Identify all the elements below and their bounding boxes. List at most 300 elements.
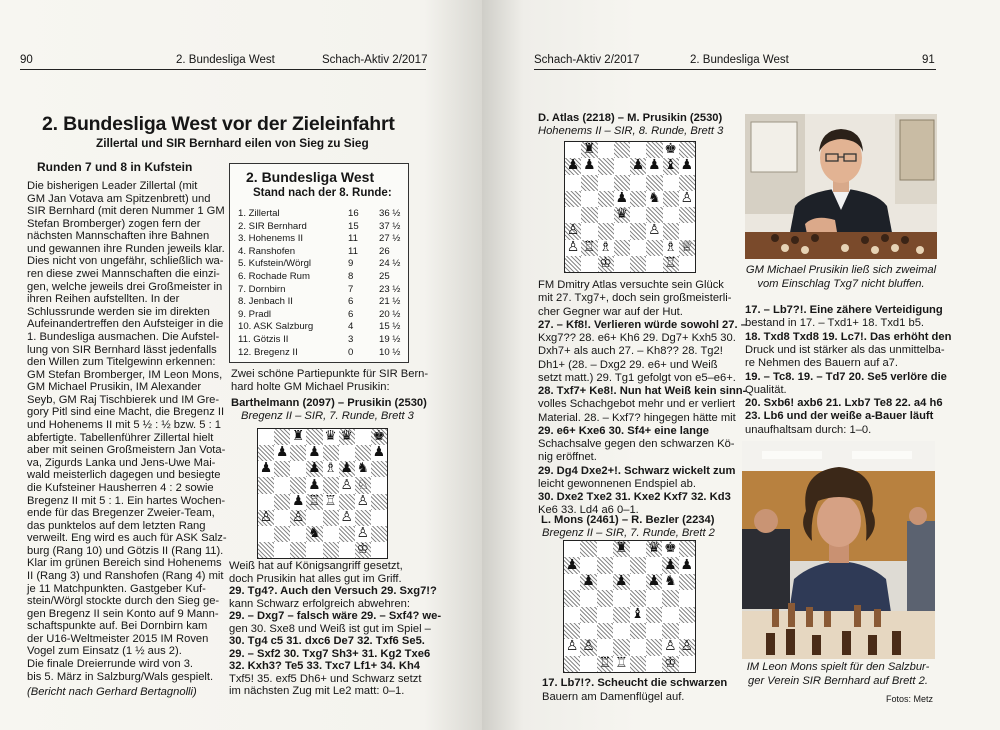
board-square bbox=[613, 639, 629, 655]
chess-piece: ♙ bbox=[292, 509, 305, 525]
col3-line: 20. Sxb6! axb6 21. Lxb7 Te8 22. a4 h6 bbox=[745, 397, 943, 410]
col3-line: Druck und ist stärker als das unmittelba- bbox=[745, 343, 945, 356]
body-line: va, Zigurds Lanka und Jens-Uwe Mai- bbox=[27, 456, 216, 469]
body-line: gory Pitl sind eine Macht, die Bregenz II bbox=[27, 406, 225, 419]
standings-team: 5. Kufstein/Wörgl bbox=[238, 258, 312, 270]
body-line: nächsten Mannschaften ihre Bahnen bbox=[27, 230, 210, 243]
board-square bbox=[614, 240, 630, 256]
board-square bbox=[597, 656, 613, 672]
body-line: SIR Bernhard (mit deren Nummer 1 GM bbox=[27, 205, 225, 218]
board-square bbox=[646, 207, 662, 223]
board-square bbox=[339, 461, 355, 477]
page-number-left: 90 bbox=[20, 54, 33, 66]
body-line: gen, welche jeweils drei Großmeister in bbox=[27, 280, 223, 293]
board-square bbox=[564, 607, 580, 623]
chess-piece: ♖ bbox=[583, 239, 596, 255]
board-square bbox=[323, 494, 339, 510]
body-line: Schlussrunde werden sie im direkten bbox=[27, 305, 210, 318]
board-square bbox=[646, 158, 662, 174]
chess-piece: ♙ bbox=[356, 493, 369, 509]
board-square bbox=[355, 542, 371, 558]
board-square bbox=[630, 175, 646, 191]
standings-bp: 23 ½ bbox=[379, 283, 401, 295]
standings-row bbox=[238, 334, 402, 347]
standings-bp: 19 ½ bbox=[379, 334, 401, 345]
board-square bbox=[630, 142, 646, 158]
chess-piece: ♟ bbox=[565, 557, 579, 573]
body-line: II (Rang 3) und Ranshofen (Rang 4) mit bbox=[27, 569, 224, 582]
body-line: und Hohenems II mit 5 ½ : ½ bzw. 5 : 1 bbox=[27, 419, 222, 432]
board-square bbox=[258, 510, 274, 526]
board-square bbox=[663, 207, 679, 223]
board-square bbox=[274, 445, 290, 461]
running-head-magazine-right: Schach-Aktiv 2/2017 bbox=[534, 54, 640, 66]
board-square bbox=[663, 256, 679, 272]
standings-box bbox=[229, 163, 409, 363]
board-square bbox=[630, 223, 646, 239]
chess-piece: ♟ bbox=[566, 158, 580, 174]
board-square bbox=[564, 623, 580, 639]
running-head-section-right: 2. Bundesliga West bbox=[690, 54, 789, 66]
chess-piece: ♞ bbox=[648, 190, 661, 206]
standings-team: 10. ASK Salzburg bbox=[238, 321, 314, 333]
game1-line: kann Schwarz erfolgreich abwehren: bbox=[229, 597, 410, 610]
board-square bbox=[646, 175, 662, 191]
board-square bbox=[339, 526, 355, 542]
chess-piece: ♟ bbox=[340, 461, 353, 477]
board-square bbox=[290, 542, 306, 558]
body-line: Bregenz II mit 5 : 1. Ein hartes Wochen- bbox=[27, 494, 226, 507]
board-square bbox=[630, 623, 646, 639]
board-square bbox=[290, 494, 306, 510]
standings-mp: 16 bbox=[348, 208, 359, 219]
standings-row bbox=[238, 233, 402, 246]
chess-piece: ♛ bbox=[615, 207, 629, 223]
game2-line: 29. Dg4 Dxe2+!. Schwarz wickelt zum bbox=[538, 464, 736, 477]
game1-line: 32. Kxh3? Te5 33. Txc7 Lf1+ 34. Kh4 bbox=[229, 660, 421, 672]
chess-piece: ♖ bbox=[598, 655, 612, 671]
board-square bbox=[646, 590, 662, 606]
game1-line: im nächsten Zug mit Le2 matt: 0–1. bbox=[229, 685, 405, 697]
standings-mp: 4 bbox=[348, 321, 354, 333]
body-line: Vogel zum Einsatz (1 ½ aus 2). bbox=[27, 645, 182, 658]
board-square bbox=[565, 256, 581, 272]
chess-piece: ♙ bbox=[340, 477, 353, 493]
body-line: abfertigte. Tabellenführer Zillertal hielt bbox=[27, 431, 214, 444]
board-square bbox=[564, 557, 580, 573]
board-square bbox=[581, 256, 597, 272]
standings-row bbox=[238, 258, 402, 271]
game2-line: Kxg7?? 28. e6+ Kh6 29. Dg7+ Kxh5 30. bbox=[538, 332, 736, 344]
game2-line: Schachsalve gegen den schwarzen Kö- bbox=[538, 438, 735, 450]
board-square bbox=[339, 510, 355, 526]
board-square bbox=[662, 590, 678, 606]
chess-piece: ♟ bbox=[648, 158, 661, 174]
board-square bbox=[597, 639, 613, 655]
body-line: verweilt. Eng wird es auch für ASK Salz- bbox=[27, 532, 227, 545]
board-square bbox=[646, 574, 662, 590]
board-square bbox=[355, 494, 371, 510]
board-square bbox=[581, 175, 597, 191]
standings-team: 2. SIR Bernhard bbox=[238, 220, 307, 232]
body-line: gen Bregenz II sein Konto auf 9 Mann- bbox=[27, 607, 219, 620]
board-square bbox=[646, 623, 662, 639]
body-line: 1. Bundesliga ausmachen. Die Aufstel- bbox=[27, 330, 220, 343]
board-square bbox=[613, 574, 629, 590]
chess-piece: ♝ bbox=[664, 158, 677, 174]
chess-piece: ♖ bbox=[324, 493, 337, 509]
board-square bbox=[565, 158, 581, 174]
photo-prusikin bbox=[745, 114, 937, 259]
board-square bbox=[598, 240, 614, 256]
col3-line: 23. Lb6 und der weiße a-Bauer läuft bbox=[745, 410, 934, 423]
board-square bbox=[679, 541, 695, 557]
board-square bbox=[258, 542, 274, 558]
chess-piece: ♗ bbox=[324, 461, 337, 477]
board-square bbox=[371, 526, 387, 542]
board-square bbox=[371, 445, 387, 461]
col3-line: bestand in 17. – Txd1+ 18. Txd1 b5. bbox=[745, 317, 925, 330]
body-line: und gewannen ihre Runden jeweils klar. bbox=[27, 242, 225, 255]
board-square bbox=[613, 590, 629, 606]
board-square bbox=[630, 590, 646, 606]
board-square bbox=[323, 526, 339, 542]
caption1-line: vom Einschlag Txg7 nicht bluffen. bbox=[757, 277, 925, 290]
board-square bbox=[290, 477, 306, 493]
body-line: bis 5. März in Salzburg/Wals gespielt. bbox=[27, 670, 214, 683]
standings-team: 7. Dornbirn bbox=[238, 283, 286, 295]
board-square bbox=[662, 557, 678, 573]
chess-piece: ♞ bbox=[664, 573, 677, 589]
chess-piece: ♙ bbox=[582, 639, 595, 655]
photo-mons bbox=[742, 441, 935, 659]
board-square bbox=[258, 461, 274, 477]
col3-line: re Nehmen des Bauern auf a7. bbox=[745, 357, 898, 370]
board-square bbox=[565, 240, 581, 256]
standings-row bbox=[238, 246, 402, 259]
board-square bbox=[597, 541, 613, 557]
game2-line: Ke6 33. Ld4 a6 0–1. bbox=[538, 504, 639, 517]
board-square bbox=[598, 175, 614, 191]
board-square bbox=[580, 590, 596, 606]
standings-row bbox=[238, 271, 402, 284]
board-square bbox=[306, 494, 322, 510]
game2-line: 30. Dxe2 Txe2 31. Kxe2 Kxf7 32. Kd3 bbox=[538, 491, 731, 503]
board-square bbox=[290, 526, 306, 542]
standings-mp: 8 bbox=[348, 271, 354, 282]
board-square bbox=[679, 639, 695, 655]
chess-piece: ♟ bbox=[631, 158, 645, 174]
body-line: schaftspunkte auf. Bei Dornbirn kam bbox=[27, 620, 208, 633]
board-square bbox=[662, 574, 678, 590]
board-square bbox=[646, 191, 662, 207]
chess-piece: ♟ bbox=[583, 158, 596, 174]
chess-piece: ♟ bbox=[664, 557, 677, 573]
standings-team: 3. Hohenems II bbox=[238, 233, 304, 245]
game1-line: Txf5! 35. exf5 Dh6+ und Schwarz setzt bbox=[229, 672, 422, 685]
col3-line: 19. – Tc8. 19. – Td7 20. Se5 verlöre die bbox=[745, 370, 947, 383]
board-square bbox=[306, 542, 322, 558]
running-head-section: 2. Bundesliga West bbox=[176, 54, 275, 66]
board-square bbox=[258, 445, 274, 461]
standings-title: 2. Bundesliga West bbox=[246, 169, 375, 185]
board-square bbox=[630, 639, 646, 655]
chess-piece: ♟ bbox=[276, 445, 289, 461]
board-square bbox=[371, 461, 387, 477]
chess-piece: ♙ bbox=[680, 190, 694, 206]
chess-piece: ♔ bbox=[599, 255, 612, 271]
board-square bbox=[565, 175, 581, 191]
board-square bbox=[630, 191, 646, 207]
game2-line: volles Schachgebot mehr und er verliert bbox=[538, 398, 736, 411]
body-line: Seyb, GM Raj Tischbierek und IM Gre- bbox=[27, 393, 220, 406]
board-square bbox=[613, 557, 629, 573]
game3-line: 17. Lb7!?. Scheucht die schwarzen bbox=[542, 677, 728, 689]
page-number-right: 91 bbox=[922, 54, 935, 66]
body-line: Klar im grünen Bereich sind Hohenems bbox=[27, 557, 222, 570]
board-square bbox=[646, 639, 662, 655]
board-square bbox=[323, 510, 339, 526]
board-square bbox=[258, 429, 274, 445]
body-line: ende für das Bregenzer Zweier-Team, bbox=[27, 507, 215, 520]
board-square bbox=[614, 207, 630, 223]
game1-line: gen 30. Sxe8 und Weiß ist gut im Spiel – bbox=[229, 622, 431, 635]
chess-piece: ♔ bbox=[664, 655, 677, 671]
standings-mp: 6 bbox=[348, 308, 354, 320]
board-square bbox=[679, 158, 695, 174]
chess-piece: ♕ bbox=[680, 239, 694, 255]
chess-piece: ♟ bbox=[680, 557, 694, 573]
body-line: Dies nicht von ungefähr, schließlich wa- bbox=[27, 255, 224, 268]
board-square bbox=[662, 541, 678, 557]
board-square bbox=[646, 240, 662, 256]
byline: (Bericht nach Gerhard Bertagnolli) bbox=[27, 686, 197, 698]
chess-piece: ♗ bbox=[599, 239, 612, 255]
board-square bbox=[371, 510, 387, 526]
chess-piece: ♟ bbox=[308, 477, 321, 493]
chess-piece: ♙ bbox=[340, 509, 353, 525]
board-square bbox=[565, 191, 581, 207]
game2-line: setzt matt.) 29. Tg1 gefolgt von e5–e6+. bbox=[538, 371, 736, 384]
board-square bbox=[630, 240, 646, 256]
game1-event: Bregenz II – SIR, 7. Runde, Brett 3 bbox=[241, 410, 414, 422]
board-square bbox=[564, 656, 580, 672]
board-square bbox=[355, 510, 371, 526]
board-square bbox=[597, 557, 613, 573]
game2-header: D. Atlas (2218) – M. Prusikin (2530) bbox=[538, 112, 723, 124]
chess-piece: ♞ bbox=[356, 461, 369, 477]
col3-line: Qualität. bbox=[745, 383, 787, 396]
running-head-magazine: Schach-Aktiv 2/2017 bbox=[322, 54, 428, 66]
board-square bbox=[355, 461, 371, 477]
chess-piece: ♟ bbox=[259, 461, 273, 477]
game2-line: Dh1+ (28. – Dxg2 29. e6+ und Weiß bbox=[538, 358, 718, 371]
board-square bbox=[663, 191, 679, 207]
chess-piece: ♟ bbox=[615, 190, 629, 206]
board-square bbox=[371, 494, 387, 510]
chess-piece: ♟ bbox=[680, 158, 694, 174]
standings-row bbox=[238, 208, 402, 221]
chess-piece: ♟ bbox=[615, 573, 628, 589]
standings-mp: 15 bbox=[348, 220, 359, 232]
standings-row bbox=[238, 284, 402, 297]
board-square bbox=[274, 526, 290, 542]
body-line: aber mit seinen Großmeistern Jan Vota- bbox=[27, 444, 226, 457]
board-square bbox=[679, 142, 695, 158]
board-square bbox=[339, 445, 355, 461]
board-square bbox=[679, 256, 695, 272]
body-line: GM Stefan Bromberger, IM Leon Mons, bbox=[27, 368, 223, 381]
standings-bp: 37 ½ bbox=[379, 220, 401, 232]
chess-diagram-3 bbox=[563, 540, 696, 673]
caption1-line: GM Michael Prusikin ließ sich zweimal bbox=[745, 264, 937, 276]
chess-piece: ♜ bbox=[615, 541, 628, 557]
standings-row bbox=[238, 309, 402, 322]
standings-bp: 15 ½ bbox=[379, 321, 401, 333]
game1-line: 29. Tg4?. Auch den Versuch 29. Sxg7!? bbox=[229, 585, 437, 597]
board-square bbox=[274, 494, 290, 510]
board-square bbox=[613, 607, 629, 623]
board-square bbox=[663, 175, 679, 191]
game1-header: Barthelmann (2097) – Prusikin (2530) bbox=[231, 397, 427, 409]
standings-mp: 9 bbox=[348, 258, 354, 270]
board-square bbox=[274, 542, 290, 558]
board-square bbox=[597, 590, 613, 606]
board-square bbox=[613, 623, 629, 639]
board-square bbox=[663, 158, 679, 174]
board-square bbox=[630, 574, 646, 590]
board-square bbox=[663, 240, 679, 256]
board-square bbox=[371, 429, 387, 445]
intro-line: hard holte GM Michael Prusikin: bbox=[231, 381, 390, 394]
game3-event: Bregenz II – SIR, 7. Runde, Brett 2 bbox=[542, 527, 715, 539]
chess-piece: ♖ bbox=[308, 493, 321, 509]
board-square bbox=[646, 142, 662, 158]
standings-subtitle: Stand nach der 8. Runde: bbox=[253, 187, 392, 199]
game1-line: Weiß hat auf Königsangriff gesetzt, bbox=[229, 560, 403, 572]
board-square bbox=[355, 445, 371, 461]
board-square bbox=[630, 541, 646, 557]
board-square bbox=[646, 557, 662, 573]
chess-piece: ♙ bbox=[680, 639, 694, 655]
standings-mp: 6 bbox=[348, 296, 354, 308]
game3-header: L. Mons (2461) – R. Bezler (2234) bbox=[541, 514, 715, 526]
board-square bbox=[598, 223, 614, 239]
board-square bbox=[662, 607, 678, 623]
board-square bbox=[581, 223, 597, 239]
game1-line: doch Prusikin hat alles gut im Griff. bbox=[229, 572, 402, 585]
board-square bbox=[339, 542, 355, 558]
board-square bbox=[613, 541, 629, 557]
board-square bbox=[630, 207, 646, 223]
standings-row bbox=[238, 321, 402, 334]
header-rule bbox=[20, 69, 426, 70]
standings-team: 11. Götzis II bbox=[238, 334, 289, 345]
chess-piece: ♙ bbox=[648, 223, 661, 239]
board-square bbox=[663, 223, 679, 239]
col3-line: 17. – Lb7?!. Eine zähere Verteidigung bbox=[745, 304, 943, 316]
board-square bbox=[564, 590, 580, 606]
game2-line: Dxh7+ als auch 27. – Kh8?? 28. Tg2! bbox=[538, 345, 723, 358]
board-square bbox=[306, 429, 322, 445]
standings-bp: 26 bbox=[379, 245, 390, 257]
board-square bbox=[580, 623, 596, 639]
chess-piece: ♖ bbox=[615, 655, 628, 671]
board-square bbox=[662, 639, 678, 655]
standings-team: 6. Rochade Rum bbox=[238, 271, 310, 282]
header-rule-right bbox=[534, 69, 936, 70]
board-square bbox=[306, 510, 322, 526]
chess-piece: ♟ bbox=[292, 493, 305, 509]
standings-bp: 24 ½ bbox=[379, 258, 401, 270]
right-page bbox=[482, 0, 1000, 730]
game2-line: Material. 28. – Kxf7? hingegen hätte mit bbox=[538, 411, 736, 424]
game2-line: nig eröffnet. bbox=[538, 451, 597, 464]
board-square bbox=[580, 656, 596, 672]
board-square bbox=[323, 429, 339, 445]
standings-team: 12. Bregenz II bbox=[238, 346, 298, 358]
board-square bbox=[565, 223, 581, 239]
body-line: GM Jan Votava am Spitzenbrett) und bbox=[27, 192, 211, 205]
board-square bbox=[597, 623, 613, 639]
article-subtitle: Zillertal und SIR Bernhard eilen von Sieg zu Sieg bbox=[96, 136, 369, 150]
body-line: der U16-Weltmeister 2015 IM Roven bbox=[27, 632, 209, 645]
body-line: stein/Wörgl stockte durch den Sieg ge- bbox=[27, 595, 220, 608]
board-square bbox=[597, 607, 613, 623]
board-square bbox=[580, 574, 596, 590]
board-square bbox=[630, 557, 646, 573]
caption2-line: ger Verein SIR Bernhard auf Brett 2. bbox=[748, 674, 928, 687]
board-square bbox=[614, 191, 630, 207]
chess-piece: ♜ bbox=[292, 429, 305, 445]
article-title: 2. Bundesliga West vor der Zieleinfahrt bbox=[42, 113, 395, 135]
standings-row bbox=[238, 221, 402, 234]
board-square bbox=[323, 477, 339, 493]
standings-mp: 0 bbox=[348, 346, 354, 358]
standings-team: 8. Jenbach II bbox=[238, 296, 293, 308]
board-square bbox=[306, 477, 322, 493]
board-square bbox=[662, 623, 678, 639]
board-square bbox=[290, 445, 306, 461]
board-square bbox=[613, 656, 629, 672]
game2-line: mit 27. Txg7+, doch sein großmeisterli- bbox=[538, 292, 732, 305]
game2-line: 29. e6+ Kxe6 30. Sf4+ eine lange bbox=[538, 424, 710, 437]
game2-line: cher Gegner war auf der Hut. bbox=[538, 305, 683, 318]
board-square bbox=[371, 542, 387, 558]
standings-team: 1. Zillertal bbox=[238, 208, 280, 219]
body-line: Die bisherigen Leader Zillertal (mit bbox=[27, 180, 198, 192]
board-square bbox=[371, 477, 387, 493]
board-square bbox=[646, 223, 662, 239]
board-square bbox=[339, 477, 355, 493]
board-square bbox=[258, 526, 274, 542]
body-line: burg (Rang 10) und Götzis II (Rang 11). bbox=[27, 544, 224, 557]
board-square bbox=[630, 607, 646, 623]
board-square bbox=[323, 445, 339, 461]
board-square bbox=[339, 494, 355, 510]
board-square bbox=[581, 158, 597, 174]
chess-piece: ♚ bbox=[664, 142, 677, 158]
body-line: das punktelos auf dem letzten Rang bbox=[27, 519, 206, 532]
board-square bbox=[630, 256, 646, 272]
chess-piece: ♙ bbox=[566, 239, 580, 255]
board-square bbox=[598, 207, 614, 223]
board-square bbox=[679, 656, 695, 672]
board-square bbox=[564, 574, 580, 590]
board-square bbox=[598, 191, 614, 207]
board-square bbox=[580, 541, 596, 557]
chess-piece: ♙ bbox=[356, 525, 369, 541]
